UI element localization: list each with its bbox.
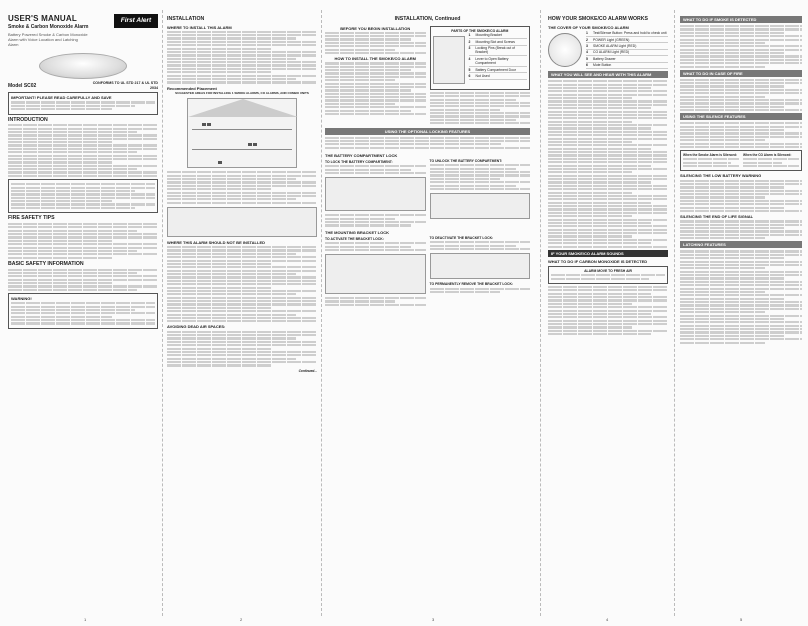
important-box — [8, 92, 158, 114]
what-see-heading: WHAT YOU WILL SEE AND HEAR WITH THIS ALARM — [548, 71, 668, 78]
bracket-lock-diagram — [325, 254, 426, 294]
how-heading: HOW TO INSTALL THE SMOKE/CO ALARM — [334, 56, 416, 62]
part-item: 3 Locking Pins (Break out of Bracket) — [469, 46, 528, 57]
to-lock-heading: TO LOCK THE BATTERY COMPARTMENT: — [325, 159, 393, 164]
deactivate-diagram — [430, 253, 531, 279]
continued-label: Continued... — [298, 368, 317, 373]
co-alarm-box — [548, 266, 668, 284]
silence-heading: USING THE SILENCE FEATURES — [680, 113, 802, 120]
to-activate-heading: TO ACTIVATE THE BRACKET LOCK: — [325, 236, 384, 241]
alarm-image — [39, 53, 127, 79]
alarm-cover-diagram — [548, 33, 582, 67]
how-works-heading: HOW YOUR SMOKE/CO ALARM WORKS — [548, 16, 649, 22]
page-number: 4 — [606, 617, 609, 622]
table-header-smoke: When the Smoke Alarm is Silenced: — [683, 153, 738, 158]
model-number: Model SC02 — [8, 83, 37, 90]
important-heading: IMPORTANT! PLEASE READ CAREFULLY AND SAVE — [11, 95, 112, 101]
cover-heading: THE COVER OF YOUR SMOKE/CO ALARM — [548, 24, 629, 30]
where-not-heading: WHERE THIS ALARM SHOULD NOT BE INSTALLED — [167, 239, 265, 245]
cover-item: 4 CO ALARM Light (RED) — [586, 50, 668, 56]
what-smoke-heading: WHAT TO DO IF SMOKE IS DETECTED — [680, 16, 802, 23]
cover-item: 6 Mute Button — [586, 63, 668, 69]
column-what-to-do — [680, 14, 802, 612]
part-item: 1 Mounting Bracket — [469, 33, 528, 39]
silence-table — [680, 150, 802, 171]
what-fire-heading: WHAT TO DO IN CASE OF FIRE — [680, 70, 802, 77]
where-heading: WHERE TO INSTALL THIS ALARM — [167, 24, 232, 30]
bracket-diagram — [433, 36, 465, 84]
house-diagram — [187, 98, 297, 168]
fold-line — [162, 10, 163, 616]
table-header-co: When the CO Alarm is Silenced: — [743, 153, 792, 158]
fire-safety-heading: FIRE SAFETY TIPS — [8, 215, 55, 222]
recommended-heading: Recommended Placement — [167, 85, 217, 91]
parts-box — [430, 26, 531, 90]
fold-line — [540, 10, 541, 616]
intro-heading: INTRODUCTION — [8, 116, 48, 123]
feature-list: Battery Powered Smoke & Carbon Monoxide Alarm with Voice Location and Latching Alarm — [8, 32, 88, 48]
if-sound-heading: IF YOUR SMOKE/CO ALARM SOUNDS — [548, 250, 668, 257]
avoid-heading: AVOIDING DEAD AIR SPACES: — [167, 324, 226, 330]
install-cont-heading: INSTALLATION, Continued — [394, 16, 461, 22]
conformance: CONFORMS TO UL STD 217 & UL STD 2034 — [92, 81, 158, 90]
what-co-heading: WHAT TO DO IF CARBON MONOXIDE IS DETECTED — [548, 258, 648, 264]
column-how-it-works — [548, 14, 668, 612]
battery-lock-diagram — [325, 177, 426, 211]
latching-heading: LATCHING FEATURES — [680, 241, 802, 248]
warning-box — [8, 293, 158, 329]
manual-title: USER'S MANUAL — [8, 14, 77, 23]
warning-heading: WARNING! — [11, 295, 32, 301]
part-item: 5 Battery Compartment Door — [469, 67, 528, 73]
low-battery-heading: SILENCING THE LOW BATTERY WARNING — [680, 173, 762, 179]
basic-safety-heading: BASIC SAFETY INFORMATION — [8, 260, 84, 267]
ceiling-diagram — [167, 207, 317, 237]
battery-lock-heading: THE BATTERY COMPARTMENT LOCK — [325, 152, 398, 158]
to-deactivate-heading: TO DEACTIVATE THE BRACKET LOCK: — [429, 235, 494, 240]
diagram-caption: SUGGESTED AREAS FOR INSTALLING 1 SMOKE ALARMS, CO ALARMS, AND COMBO UNITS — [175, 90, 309, 95]
page-number: 2 — [240, 617, 243, 622]
parts-heading: PARTS OF THE SMOKE/CO ALARM — [451, 28, 509, 33]
before-heading: BEFORE YOU BEGIN INSTALLATION — [340, 25, 411, 31]
co-alarm-text: ALARM MOVE TO FRESH AIR — [584, 268, 632, 273]
page-number: 1 — [84, 617, 87, 622]
bracket-lock-heading: THE MOUNTING BRACKET LOCK — [325, 229, 389, 235]
cover-item: 5 Battery Drawer — [586, 56, 668, 62]
cover-item: 3 SMOKE ALARM Light (RED) — [586, 43, 668, 49]
end-life-heading: SILENCING THE END OF LIFE SIGNAL — [680, 214, 754, 220]
to-unlock-heading: TO UNLOCK THE BATTERY COMPARTMENT: — [429, 158, 503, 163]
column-cover — [8, 14, 158, 612]
column-installation-continued — [325, 14, 530, 612]
column-installation — [167, 14, 317, 612]
brand-logo: First Alert — [114, 14, 158, 28]
locking-heading: USING THE OPTIONAL LOCKING FEATURES — [325, 128, 530, 135]
part-item: 4 Lever to Open Battery Compartment — [469, 56, 528, 67]
product-name: Smoke & Carbon Monoxide Alarm — [8, 24, 89, 30]
to-remove-heading: TO PERMANENTLY REMOVE THE BRACKET LOCK: — [429, 282, 514, 287]
fold-line — [321, 10, 322, 616]
cover-item: 1 Test/Silence Button: Press and hold to check unit — [586, 31, 667, 36]
certification-box — [8, 179, 158, 213]
part-item: 2 Mounting Slot and Screws — [469, 39, 528, 45]
cover-item: 2 POWER Light (GREEN) — [586, 37, 668, 43]
page-number: 3 — [432, 617, 435, 622]
fold-line — [674, 10, 675, 616]
page-number: 5 — [740, 617, 743, 622]
installation-heading: INSTALLATION — [167, 16, 205, 22]
part-item: 6 Not Used — [469, 73, 528, 79]
unlock-diagram — [430, 193, 531, 219]
